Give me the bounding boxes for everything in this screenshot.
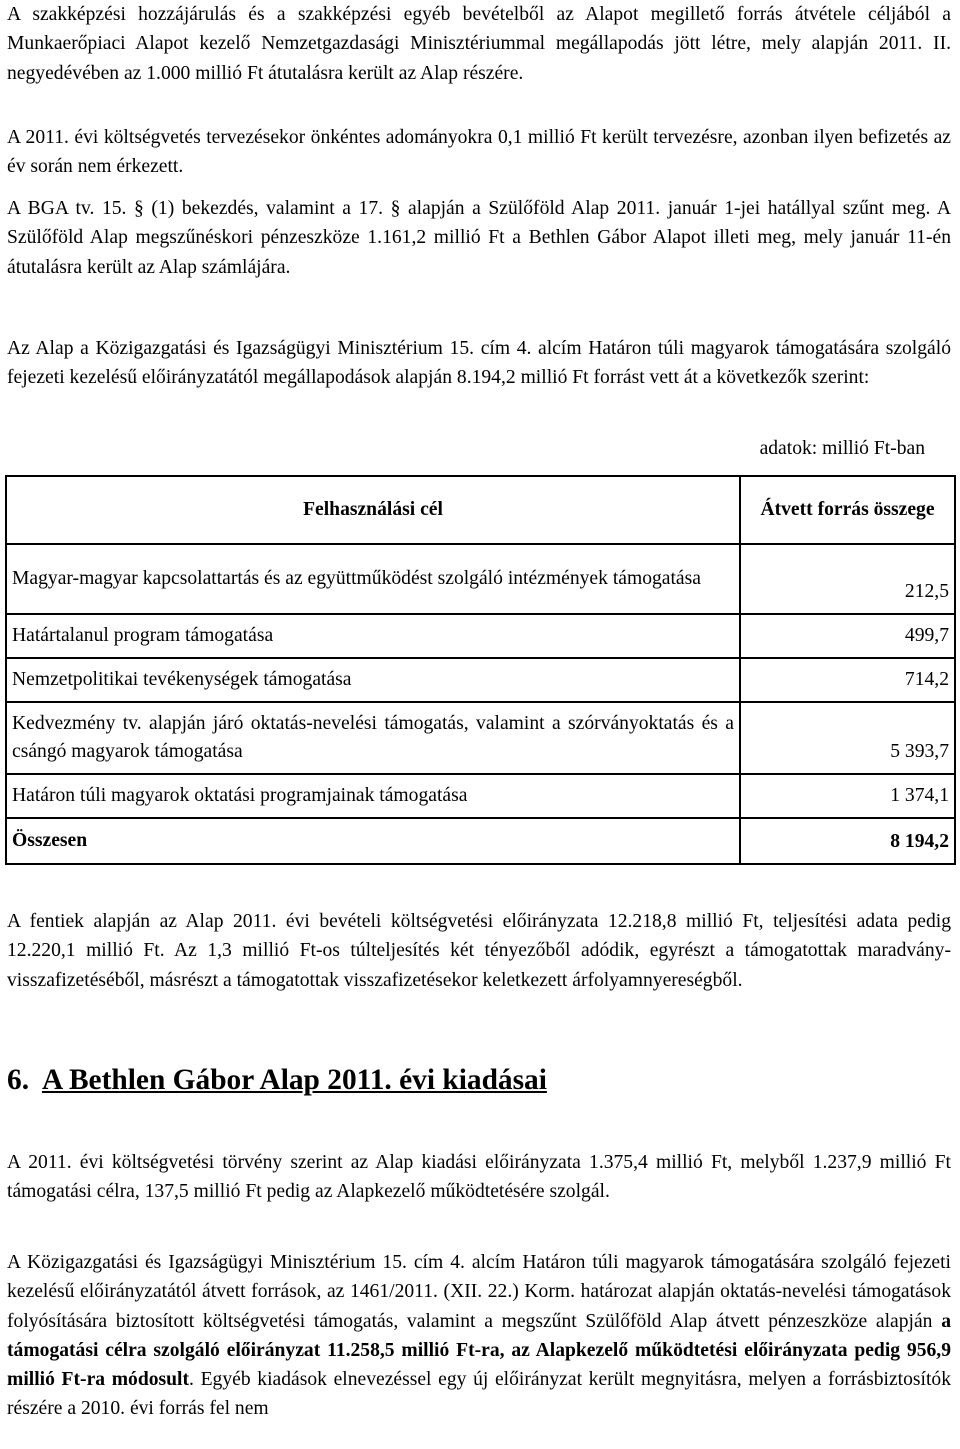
row-purpose: Kedvezmény tv. alapján járó oktatás-nevelési támogatás, valamint a szórványoktatás és a csángó magyarok támogatása (6, 702, 740, 774)
paragraph-donations: A 2011. évi költségvetés tervezésekor önkéntes adományokra 0,1 millió Ft került tervezésre, azonban ilyen befizetés az év során nem érkezett. (7, 127, 951, 178)
paragraph-expenditure-budget: A 2011. évi költségvetési törvény szerint az Alap kiadási előirányzata 1.375,4 millió Ft, melyből 1.237,9 millió Ft támogatási célra, 137,5 millió Ft pedig az Alapkezelő működtetésére szolgál. (7, 1152, 951, 1203)
paragraph-szulofold-alap: A BGA tv. 15. § (1) bekezdés, valamint a 17. § alapján a Szülőföld Alap 2011. január 1-jei hatállyal szűnt meg. A Szülőföld Alap megszűnéskori pénzeszköze 1.161,2 millió Ft a Bethlen Gábor Alapot illeti meg, mely január 11-én átutalásra került az Alap számlájára. (7, 198, 951, 278)
header-amount: Átvett forrás összege (740, 476, 955, 544)
table-header-row (6, 476, 955, 544)
section-heading (7, 1066, 547, 1095)
paragraph-text-bold: a támogatási célra szolgáló előirányzat 11.258,5 millió Ft-ra, az Alapkezelő működtetési előirányzata pedig 956,9 millió Ft-ra módosult (7, 1310, 951, 1391)
paragraph-vocational-contribution: A szakképzési hozzájárulás és a szakképzési egyéb bevételből az Alapot megillető forrás átvétele céljából a Munkaerőpiaci Alapot kezelő Nemzetgazdasági Minisztériummal megállapodás jött létre, mely alapján 2011. II. negyedévében az 1.000 millió Ft átutalásra került az Alap részére. (7, 4, 951, 84)
total-amount: 8 194,2 (740, 818, 955, 864)
table-row (6, 774, 955, 818)
table-total-row (6, 818, 955, 864)
row-purpose: Határon túli magyarok oktatási programjainak támogatása (6, 774, 740, 818)
row-amount: 714,2 (740, 658, 955, 702)
table-row (6, 544, 955, 614)
paragraph-ministry-transfer: Az Alap a Közigazgatási és Igazságügyi Minisztérium 15. cím 4. alcím Határon túli magyarok támogatására szolgáló fejezeti kezelésű előirányzatától megállapodások alapján 8.194,2 millió Ft forrást vett át a következők szerint: (7, 338, 951, 389)
table-row (6, 702, 955, 774)
table-row (6, 658, 955, 702)
section-title: A Bethlen Gábor Alap 2011. évi kiadásai (42, 1064, 547, 1096)
row-purpose: Határtalanul program támogatása (6, 614, 740, 658)
paragraph-revenue-summary: A fentiek alapján az Alap 2011. évi bevételi költségvetési előirányzata 12.218,8 millió Ft, teljesítési adata pedig 12.220,1 millió Ft. Az 1,3 millió Ft-os túlteljesítés két tényezőből adódik, egyrészt a támogatottak maradvány-visszafizetéséből, másrészt a támogatottak visszafizetésekor keletkezett árfolyamnyereségből. (7, 911, 951, 991)
funds-table (5, 475, 956, 865)
section-number: 6. (7, 1064, 30, 1096)
row-amount: 1 374,1 (740, 774, 955, 818)
paragraph-text-end: . Egyéb kiadások elnevezéssel egy új előirányzat került megnyitásra, melyen a forrásbiztosítók részére a 2010. évi forrás fel nem (7, 1369, 951, 1420)
total-label: Összesen (6, 818, 740, 864)
row-amount: 5 393,7 (740, 702, 955, 774)
table-row (6, 614, 955, 658)
table-unit-note: adatok: millió Ft-ban (759, 438, 925, 459)
row-purpose: Magyar-magyar kapcsolattartás és az együttműködést szolgáló intézmények támogatása (6, 544, 740, 614)
paragraph-text-start: A Közigazgatási és Igazságügyi Minisztérium 15. cím 4. alcím Határon túli magyarok támogatására szolgáló fejezeti kezelésű előirányzatától átvett források, az 1461/2011. (XII. 22.) Korm. határozat alapján oktatás-nevelési támogatások folyósítására biztosított költségvetési támogatás, valamint a megszűnt Szülőföld Alap átvett pénzeszköze alapján (7, 1252, 951, 1332)
row-purpose: Nemzetpolitikai tevékenységek támogatása (6, 658, 740, 702)
row-amount: 499,7 (740, 614, 955, 658)
row-amount: 212,5 (740, 544, 955, 614)
header-purpose: Felhasználási cél (6, 476, 740, 544)
paragraph-appropriation-change (7, 1248, 951, 1424)
